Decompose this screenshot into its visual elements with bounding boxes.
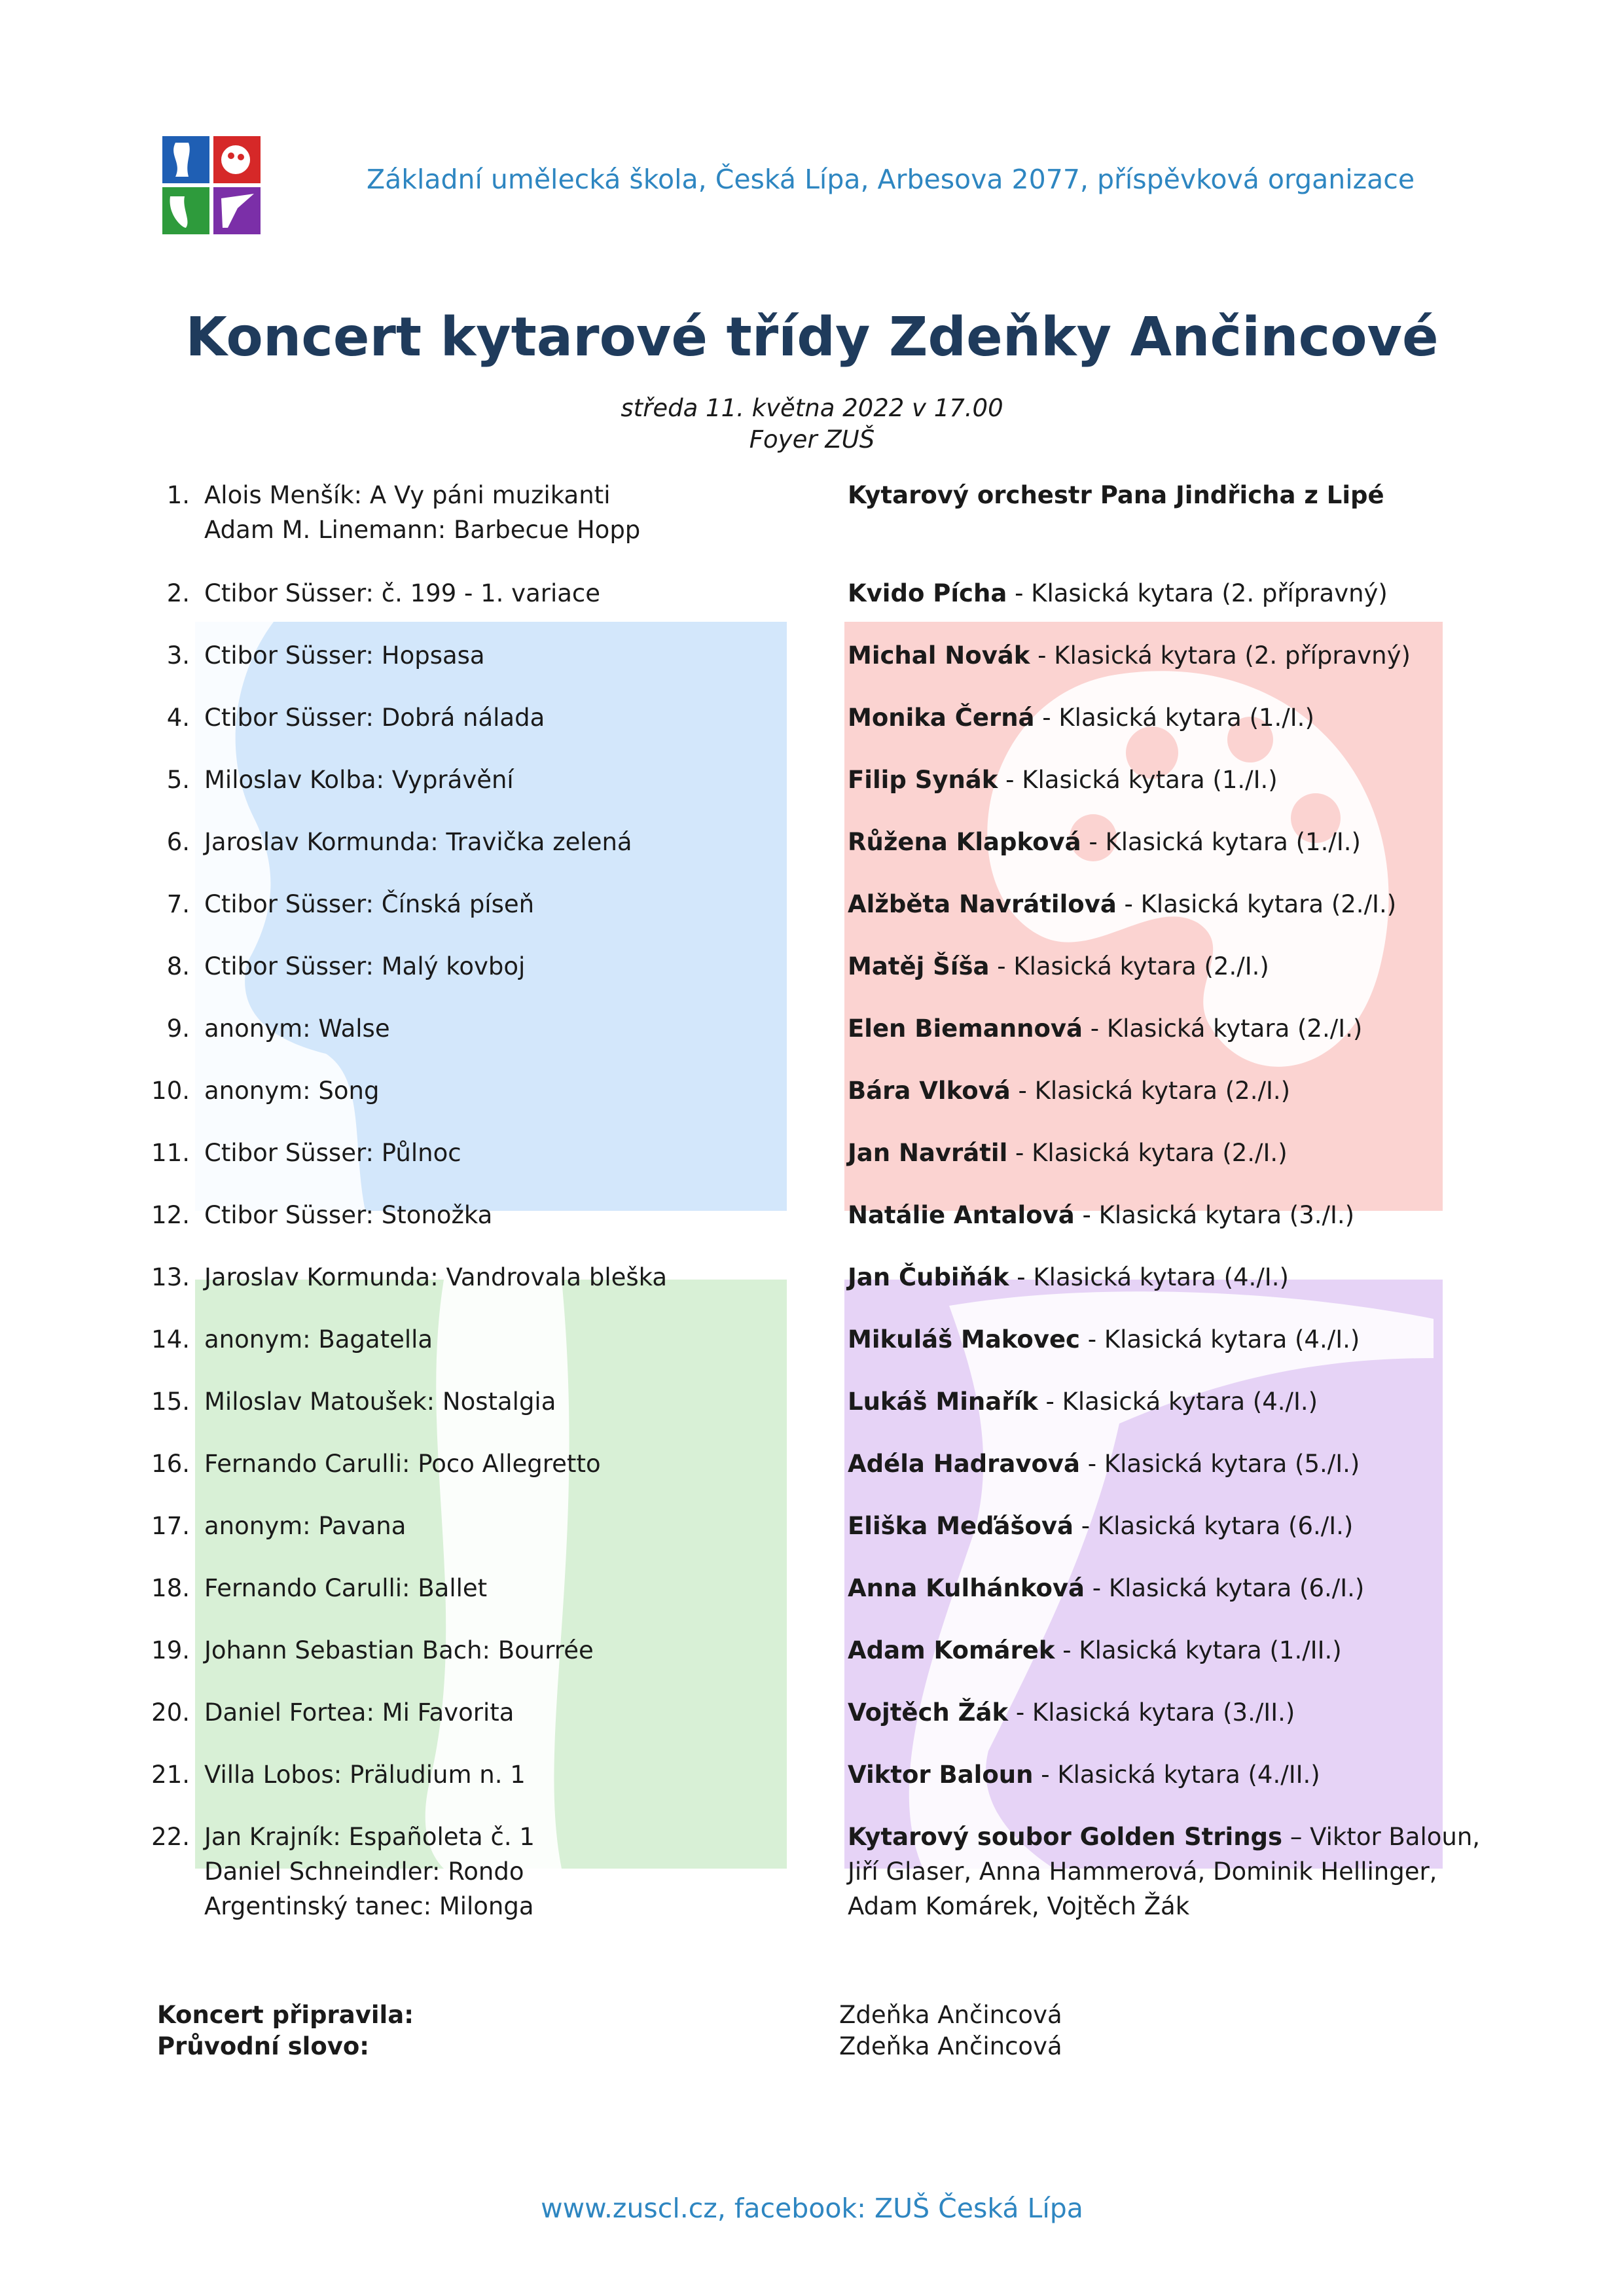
program-item-number: 15. [151,1388,190,1416]
program-item-works [204,1571,826,1605]
program-work: Fernando Carulli: Poco Allegretto [204,1450,601,1478]
program-item-performer [848,1011,1502,1046]
performer-name: Matěj Šíša [848,952,990,980]
program-item-works [204,1446,826,1481]
program-item-performer [848,1073,1502,1108]
program-item-number: 20. [151,1698,190,1727]
program-item-number: 12. [151,1201,190,1229]
performer-detail: - Klasická kytara (2./I.) [989,952,1269,980]
program-item-performer [848,1509,1502,1543]
program-work: Adam M. Linemann: Barbecue Hopp [204,516,641,544]
program-item-works [204,1011,826,1046]
program-item-number: 16. [151,1450,190,1478]
page-title: Koncert kytarové třídy Zdeňky Ančincové [185,306,1439,368]
performer-name: Eliška Meďášová [848,1512,1074,1540]
performer-detail: - Klasická kytara (1./I.) [998,766,1278,794]
performer-detail: - Klasická kytara (2. přípravný) [1030,641,1411,670]
performer-name: Mikuláš Makovec [848,1325,1080,1354]
concert-date: středa 11. května 2022 v 17.00 [621,394,1003,422]
program-item-number: 2. [166,579,190,607]
program-work: Miloslav Kolba: Vyprávění [204,766,514,794]
performer-detail: - Klasická kytara (4./I.) [1038,1388,1318,1416]
performer-name: Alžběta Navrátilová [848,890,1117,918]
performer-name: Lukáš Minařík [848,1388,1038,1416]
performer-detail: - Klasická kytara (1./II.) [1055,1636,1342,1664]
performer-detail: - Klasická kytara (4./II.) [1033,1761,1320,1789]
program-item-works [204,1757,826,1792]
program-item-performer [848,1260,1502,1295]
program-work: anonym: Walse [204,1014,390,1043]
program-item-works [204,700,826,735]
program-item-number: 8. [166,952,190,980]
program-work: Ctibor Süsser: Stonožka [204,1201,493,1229]
program-item-number: 14. [151,1325,190,1354]
program-work: Jan Krajník: Españoleta č. 1 [204,1823,535,1851]
program-work: Ctibor Süsser: Půlnoc [204,1139,461,1167]
program-item-number: 4. [166,704,190,732]
performer-detail: - Klasická kytara (6./I.) [1074,1512,1354,1540]
performer-name: Vojtěch Žák [848,1698,1009,1727]
program-work: Alois Menšík: A Vy páni muzikanti [204,481,611,509]
program-item-works [204,1509,826,1543]
program-item-works [204,478,826,547]
performer-name: Filip Synák [848,766,998,794]
program-item-number: 19. [151,1636,190,1664]
program-item-performer [848,1820,1502,1924]
program-item-performer [848,638,1502,673]
program-item-number: 1. [166,481,190,509]
performer-detail: - Klasická kytara (2. přípravný) [1007,579,1388,607]
program-item-number: 6. [166,828,190,856]
program-item-works [204,762,826,797]
program-item-works [204,1136,826,1170]
program-item-performer [848,825,1502,859]
performer-detail: - Klasická kytara (3./II.) [1008,1698,1295,1727]
credit-label-host: Průvodní slovo: [157,2032,370,2060]
program-item-number: 10. [151,1077,190,1105]
performer-name: Monika Černá [848,704,1035,732]
program-work: Ctibor Süsser: Čínská píseň [204,890,535,918]
performer-detail: - Klasická kytara (2./I.) [1082,1014,1363,1043]
concert-venue: Foyer ZUŠ [749,425,875,454]
program-item-works [204,1633,826,1668]
program-item-works [204,1384,826,1419]
program-work: Ctibor Süsser: č. 199 - 1. variace [204,579,601,607]
performer-name: Růžena Klapková [848,828,1081,856]
school-logo [162,136,261,234]
program-item-number: 21. [151,1761,190,1789]
performer-name: Bára Vlková [848,1077,1011,1105]
performer-detail: - Klasická kytara (1./I.) [1034,704,1314,732]
program-item-performer [848,1384,1502,1419]
program-work: Argentinský tanec: Milonga [204,1892,534,1920]
credit-label-prepared: Koncert připravila: [157,2001,414,2029]
performer-name: Kvido Pícha [848,579,1007,607]
performer-name: Jan Čubiňák [848,1263,1009,1291]
program-item-performer [848,478,1502,512]
program-item-number: 22. [151,1823,190,1851]
performer-name: Anna Kulhánková [848,1574,1085,1602]
performer-name: Jan Navrátil [848,1139,1008,1167]
performer-detail: - Klasická kytara (2./I.) [1007,1139,1288,1167]
performer-name: Adéla Hadravová [848,1450,1081,1478]
program-work: Daniel Fortea: Mi Favorita [204,1698,514,1727]
program-item-performer [848,1136,1502,1170]
program-work: anonym: Song [204,1077,380,1105]
program-item-number: 5. [166,766,190,794]
program-item-performer [848,887,1502,922]
program-item-works [204,1073,826,1108]
program-item-works [204,825,826,859]
program-item-works [204,1820,826,1924]
performer-name: Kytarový orchestr Pana Jindřicha z Lipé [848,481,1384,509]
program-item-works [204,949,826,984]
program-item-performer [848,1446,1502,1481]
performer-detail: - Klasická kytara (1./I.) [1081,828,1361,856]
program-item-works [204,1322,826,1357]
program-item-performer [848,576,1502,611]
performer-name: Elen Biemannová [848,1014,1083,1043]
program-item-number: 18. [151,1574,190,1602]
program-work: Ctibor Süsser: Malý kovboj [204,952,526,980]
credit-value-host: Zdeňka Ančincová [839,2032,1062,2060]
program-work: Ctibor Süsser: Dobrá nálada [204,704,545,732]
program-item-performer [848,1322,1502,1357]
performer-detail: - Klasická kytara (6./I.) [1084,1574,1365,1602]
performer-name: Kytarový soubor Golden Strings [848,1823,1283,1851]
program-item-performer [848,1571,1502,1605]
performer-detail: - Klasická kytara (5./I.) [1080,1450,1360,1478]
program-item-works [204,1198,826,1232]
performer-name: Adam Komárek [848,1636,1055,1664]
program-work: Miloslav Matoušek: Nostalgia [204,1388,556,1416]
program-work: Villa Lobos: Präludium n. 1 [204,1761,526,1789]
performer-detail: - Klasická kytara (4./I.) [1079,1325,1360,1354]
program-work: Ctibor Süsser: Hopsasa [204,641,485,670]
program-item-works [204,1260,826,1295]
program-item-performer [848,1198,1502,1232]
program-work: Jaroslav Kormunda: Travička zelená [204,828,632,856]
program-item-performer [848,949,1502,984]
program-item-works [204,887,826,922]
program-item-works [204,1695,826,1730]
program-item-performer [848,700,1502,735]
program-item-number: 17. [151,1512,190,1540]
performer-name: Natálie Antalová [848,1201,1075,1229]
program-item-number: 13. [151,1263,190,1291]
performer-detail: - Klasická kytara (4./I.) [1009,1263,1289,1291]
performer-name: Michal Novák [848,641,1030,670]
performer-detail: – Viktor Baloun, Jiří Glaser, Anna Hammerová, Dominik Hellinger, Adam Komárek, Vojtěch Žák [848,1823,1481,1920]
performer-detail: - Klasická kytara (2./I.) [1116,890,1397,918]
program-work: Jaroslav Kormunda: Vandrovala bleška [204,1263,668,1291]
program-item-performer [848,1695,1502,1730]
program-work: Fernando Carulli: Ballet [204,1574,488,1602]
program-work: Johann Sebastian Bach: Bourrée [204,1636,594,1664]
performer-detail: - Klasická kytara (2./I.) [1010,1077,1291,1105]
program-item-performer [848,762,1502,797]
performer-name: Viktor Baloun [848,1761,1034,1789]
program-work: anonym: Pavana [204,1512,406,1540]
credit-value-prepared: Zdeňka Ančincová [839,2001,1062,2029]
footer-links[interactable]: www.zuscl.cz, facebook: ZUŠ Česká Lípa [541,2193,1083,2224]
program-item-number: 11. [151,1139,190,1167]
program-item-performer [848,1757,1502,1792]
program-work: anonym: Bagatella [204,1325,433,1354]
program-item-number: 7. [166,890,190,918]
program-item-performer [848,1633,1502,1668]
program-work: Daniel Schneindler: Rondo [204,1857,524,1886]
program-item-number: 9. [166,1014,190,1043]
program-item-number: 3. [166,641,190,670]
program-item-works [204,638,826,673]
performer-detail: - Klasická kytara (3./I.) [1074,1201,1355,1229]
school-name: Základní umělecká škola, Česká Lípa, Arbesova 2077, příspěvková organizace [367,164,1415,195]
program-item-works [204,576,826,611]
